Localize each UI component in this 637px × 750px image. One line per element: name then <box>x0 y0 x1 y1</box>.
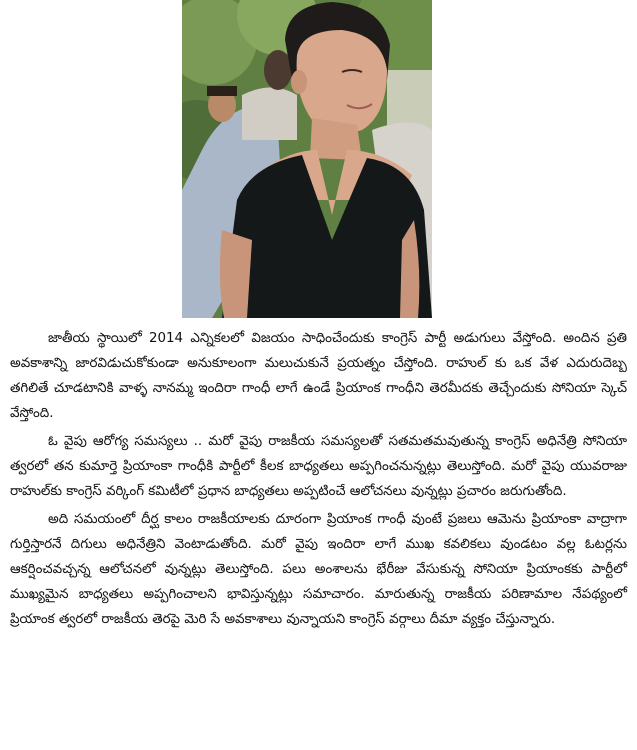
article-paragraph: ఓ వైపు ఆరోగ్య సమస్యలు .. మరో వైపు రాజకీయ సమస్యలతో సతమతమవుతున్న కాంగ్రెస్ అధినేత్రి సోనియా త్వరలో తన కుమార్తె ప్రియాంకా గాంధీకి పార్టీలో కీలక బాధ్యతలు అప్పగించనున్నట్లు తెలుస్తోంది. మరో వైపు యువరాజు రాహుల్‌కు కాంగ్రెస్ వర్కింగ్ కమిటీలో ప్రధాన బాధ్యతలు అప్పటించే ఆలోచనలు వున్నట్లు ప్రచారం జరుగుతోంది. <box>10 434 627 499</box>
article-body <box>10 326 627 635</box>
article-paragraph: అది సమయంలో దీర్ఘ కాలం రాజకీయాలకు దూరంగా ప్రియాంక గాంధీ వుంటే ప్రజలు ఆమెను ప్రియాంకా వాద్రాగా గుర్తిస్తారనే దిగులు అధినేత్రిని వెంటాడుతోంది. మరో వైపు ఇందిరా లాగే ముఖ కవలికలు వుండటం వల్ల ఓటర్లను ఆకర్షించవచ్చన్న ఆలోచనలో వున్నట్లు తెలుస్తోంది. పలు అంశాలను భేరీజు వేసుకున్న సోనియా ప్రియాంకకు పార్టీలో ముఖ్యమైన బాధ్యతలు అప్పగించాలని భావిస్తున్నట్లు సమాచారం. మారుతున్న రాజకీయ పరిణామాల నేపథ్యంలో ప్రియాంక త్వరలో రాజకీయ తెరపై మెరి సే అవకాశాలు వున్నాయని కాంగ్రెస్ వర్గాలు దీమా వ్యక్తం చేస్తున్నారు. <box>10 512 627 627</box>
woman-portrait-photo <box>182 0 432 318</box>
article-photo <box>182 0 432 318</box>
article-paragraph: జాతీయ స్థాయిలో 2014 ఎన్నికలలో విజయం సాధించేందుకు కాంగ్రెస్ పార్టీ అడుగులు వేస్తోంది. అందిన ప్రతి అవకాశాన్ని జారవిడుచుకోకుండా అనుకూలంగా మలుచుకునే ప్రయత్నం చేస్తోంది. రాహుల్ కు ఒక వేళ ఎదురుదెబ్బ తగిలితే చూడటానికి వాళ్ళ నానమ్మ ఇందిరా గాంధీ లాగే ఉండే ప్రియాంక గాంధీని తెరమీదకు తెచ్చేందుకు సోనియా స్కెచ్ వేస్తోంది. <box>10 331 627 421</box>
